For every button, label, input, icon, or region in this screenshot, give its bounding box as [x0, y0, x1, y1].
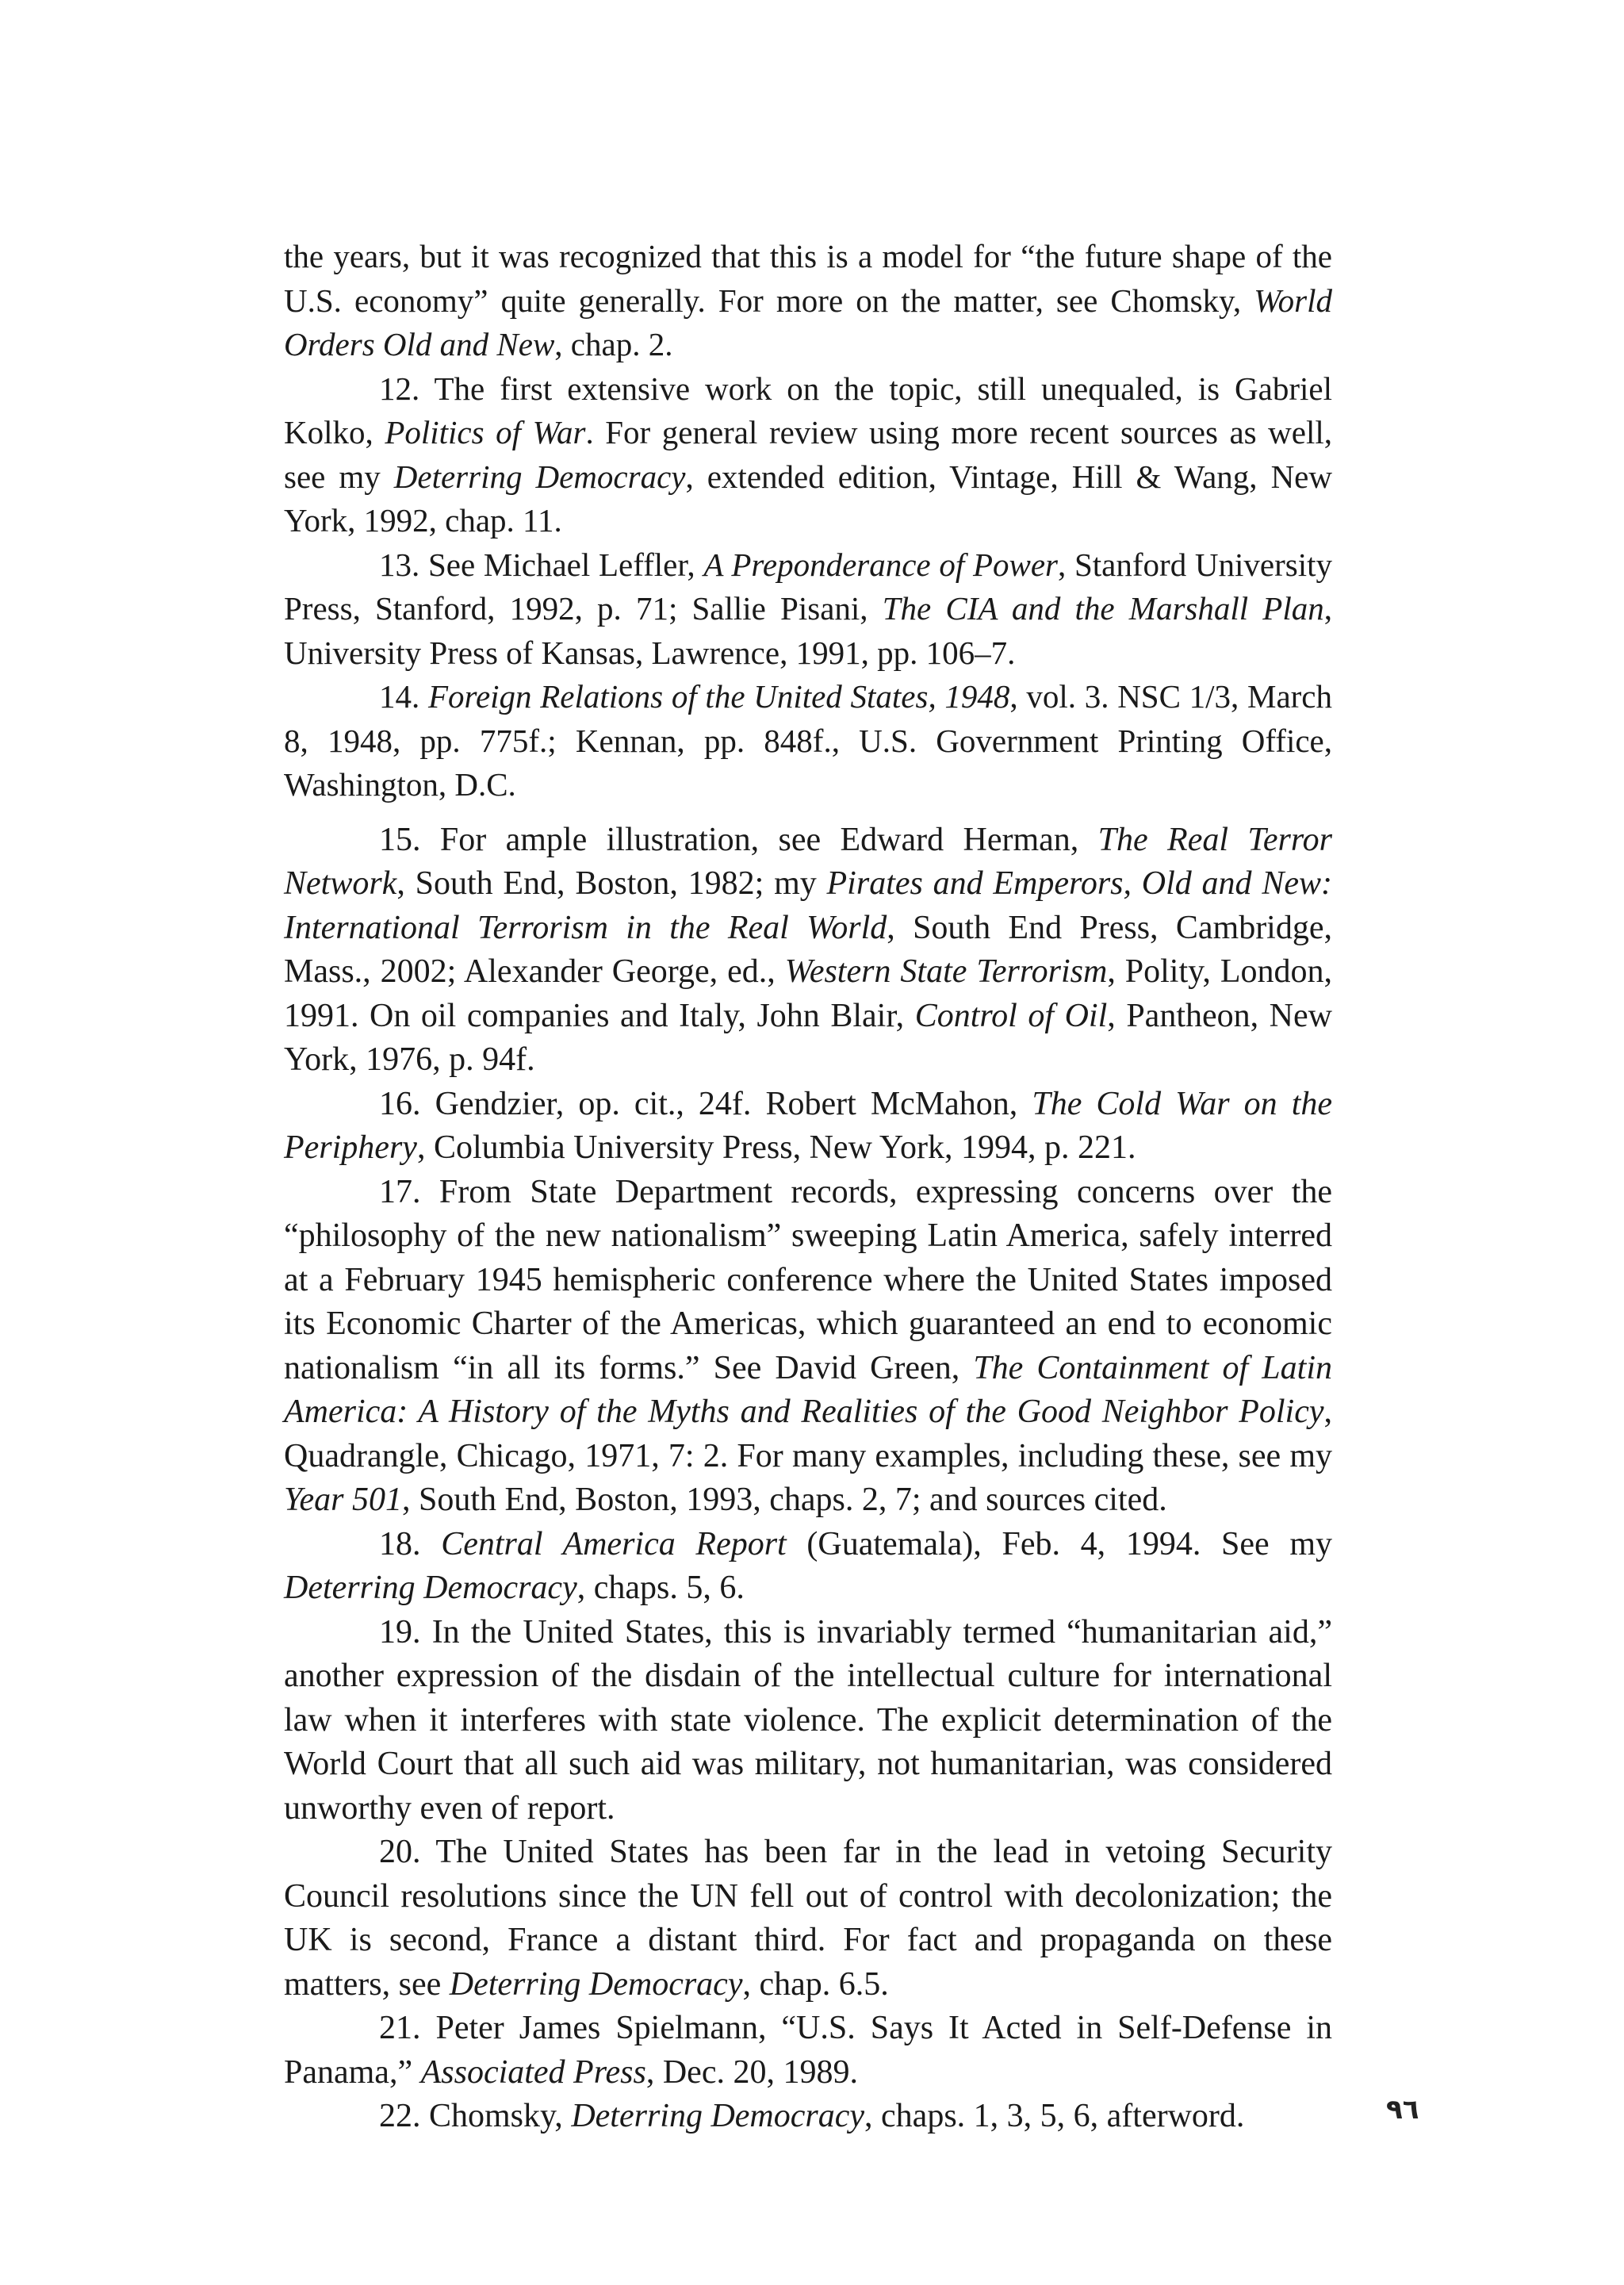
text-segment-italic: Foreign Relations of the United States, 1948 — [427, 678, 1010, 715]
text-segment-italic: The Real Terror Network — [284, 821, 1333, 902]
text-segment-italic: World Orders Old and New — [284, 282, 1332, 362]
text-segment: , University Press of Kansas, Lawrence, 1991, pp. 106–7. — [284, 590, 1332, 671]
text-segment: The United States has been far in the lead in vetoing Security Council resolutions since the UN fell out of control with decolonization; the UK is second, France a distant third. For fact and propaganda on these matters, see — [284, 1834, 1332, 2003]
text-segment-italic: Deterring Democracy — [449, 1965, 743, 2003]
note-number: 14. — [379, 678, 420, 715]
text-segment: , South End Press, Cambridge, Mass., 2002; Alexander George, ed., — [284, 909, 1332, 990]
endnote-15 — [284, 819, 1332, 1083]
note-number: 15. — [379, 821, 421, 858]
text-segment-italic: Deterring Democracy — [571, 2098, 865, 2134]
text-segment: , Dec. 20, 1989. — [645, 2053, 858, 2091]
text-segment: , extended edition, Vintage, Hill & Wang, New York, 1992, chap. 11. — [284, 458, 1332, 539]
endnote-21 — [284, 2007, 1332, 2095]
endnote-20 — [284, 1831, 1332, 2007]
text-segment: The first extensive work on the topic, still unequaled, is Gabriel Kolko, — [284, 370, 1332, 450]
text-segment: , South End, Boston, 1982; my — [396, 865, 827, 902]
note-number: 21. — [379, 2010, 421, 2046]
endnote-18 — [284, 1523, 1332, 1611]
note-number: 19. — [379, 1613, 421, 1650]
text-segment: , Polity, London, 1991. On oil companies and Italy, John Blair, — [284, 953, 1333, 1034]
endnote-14 — [284, 675, 1332, 807]
text-segment: , chaps. 1, 3, 5, 6, afterword. — [864, 2098, 1245, 2134]
endnote-12 — [284, 367, 1332, 543]
note-continuation — [284, 235, 1332, 367]
note-number: 17. — [379, 1173, 421, 1210]
endnote-22 — [284, 2095, 1332, 2139]
text-segment: , chaps. 5, 6. — [576, 1570, 745, 1606]
text-segment: Peter James Spielmann, “U.S. Says It Acted in Self-Defense in Panama,” — [284, 2010, 1333, 2091]
text-segment: the years, but it was recognized that this is a model for “the future shape of the U.S. economy” quite generally. For more on the matter, see Chomsky, — [284, 238, 1332, 319]
text-segment: , vol. 3. NSC 1/3, March 8, 1948, pp. 775f.; Kennan, pp. 848f., U.S. Government Printing Office, Washington, D.C. — [284, 678, 1333, 803]
note-number: 12. — [379, 370, 420, 407]
note-number: 22. — [379, 2098, 421, 2134]
text-segment: , Columbia University Press, New York, 1994, p. 221. — [416, 1129, 1136, 1166]
note-number: 18. — [379, 1525, 421, 1562]
endnote-13 — [284, 543, 1332, 676]
text-segment-italic: Central America Report — [441, 1525, 787, 1562]
text-segment: , chap. 2. — [554, 326, 673, 362]
text-segment-italic: Control of Oil — [914, 997, 1108, 1034]
text-segment-italic: Pirates and Emperors, Old and New: International Terrorism in the Real World — [284, 865, 1332, 946]
text-segment-italic: Politics of War — [385, 414, 586, 450]
text-segment-italic: A Preponderance of Power — [703, 546, 1059, 583]
note-number: 16. — [379, 1085, 421, 1122]
note-number: 13. — [379, 546, 420, 583]
text-segment: In the United States, this is invariably termed “humanitarian aid,” another expression of the disdain of the intellectual culture for international law when it interferes with state violence. The explicit determination of the World Court that all such aid was military, not humanitarian, was considered unworthy even of report. — [284, 1613, 1332, 1827]
text-segment: , Quadrangle, Chicago, 1971, 7: 2. For many examples, including these, see my — [284, 1394, 1332, 1474]
text-segment: For ample illustration, see Edward Herman, — [439, 821, 1098, 858]
note-number: 20. — [379, 1834, 421, 1870]
text-segment-italic: Deterring Democracy — [393, 458, 686, 495]
text-segment: See Michael Leffler, — [427, 546, 704, 583]
text-segment: , Pantheon, New York, 1976, p. 94f. — [284, 997, 1332, 1078]
text-segment-italic: Deterring Democracy — [284, 1570, 577, 1606]
text-segment: , chap. 6.5. — [742, 1965, 889, 2003]
text-segment: From State Department records, expressing concerns over the “philosophy of the new nationalism” sweeping Latin America, safely interred at a February 1945 hemispheric conference where the United States imposed its Economic Charter of the Americas, which guaranteed an end to economic nationalism “in all its forms.” See David Green, — [284, 1173, 1332, 1386]
endnote-17 — [284, 1171, 1332, 1523]
text-segment: Gendzier, op. cit., 24f. Robert McMahon, — [435, 1085, 1032, 1122]
endnotes-text — [284, 235, 1332, 2139]
text-segment: , South End, Boston, 1993, chaps. 2, 7; and sources cited. — [402, 1482, 1167, 1518]
text-segment-italic: The CIA and the Marshall Plan — [882, 590, 1324, 627]
text-segment: (Guatemala), Feb. 4, 1994. See my — [786, 1525, 1333, 1562]
text-segment-italic: Western State Terrorism — [784, 953, 1108, 990]
endnote-16 — [284, 1083, 1332, 1171]
text-segment-italic: Year 501 — [284, 1482, 402, 1518]
text-segment: , Stanford University Press, Stanford, 1992, p. 71; Sallie Pisani, — [284, 546, 1333, 627]
text-segment-italic: Associated Press — [420, 2053, 646, 2091]
page-number: ٩٦ — [1386, 2094, 1419, 2126]
text-segment: Chomsky, — [429, 2098, 572, 2134]
endnote-19 — [284, 1611, 1332, 1831]
text-segment: . For general review using more recent sources as well, see my — [284, 414, 1333, 495]
text-segment-italic: The Cold War on the Periphery — [284, 1085, 1333, 1166]
text-segment-italic: The Containment of Latin America: A History of the Myths and Realities of the Good Neighbor Policy — [284, 1349, 1332, 1430]
